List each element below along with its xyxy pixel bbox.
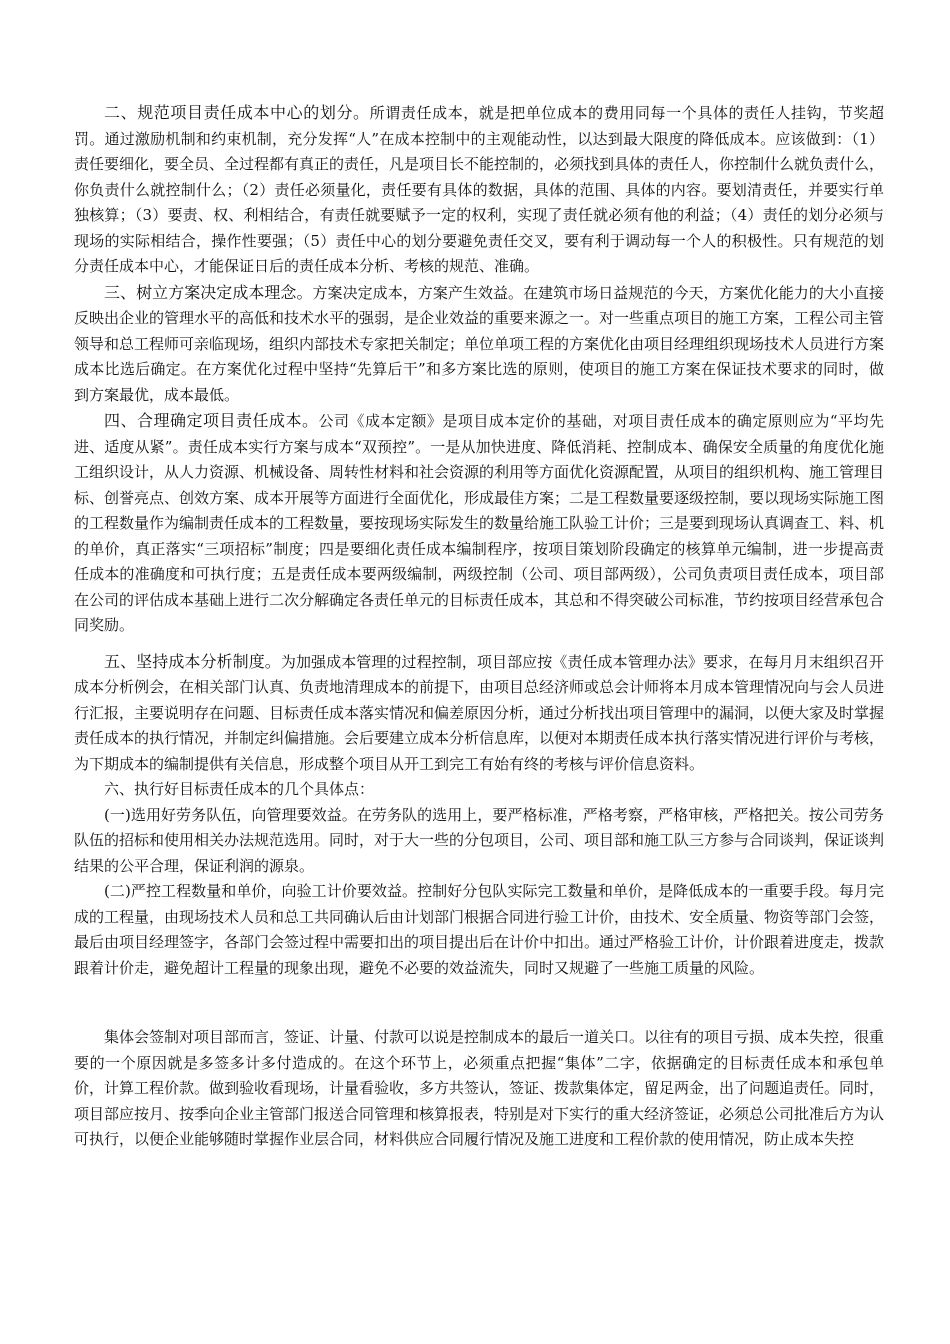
paragraph-cost-analysis <box>74 649 884 778</box>
section-heading: 三、树立方案决定成本理念。 <box>104 282 313 302</box>
document-page <box>74 100 884 1153</box>
paragraph-responsibility-center <box>74 100 884 280</box>
paragraph-scheme-cost <box>74 280 884 409</box>
paragraph-labor-team <box>74 803 884 880</box>
paragraph-collective-signing <box>74 1025 884 1153</box>
paragraph-section-six <box>74 777 884 803</box>
paragraph-quantity-price <box>74 879 884 981</box>
paragraph-determine-cost <box>74 408 884 639</box>
section-heading: 五、坚持成本分析制度。 <box>104 651 281 671</box>
section-heading: 四、合理确定项目责任成本。 <box>104 411 319 430</box>
paragraph-text: (二)严控工程数量和单价，向验工计价要效益。控制好分包队实际完工数量和单价，是降低成本的一重要手段。每月完成的工程量，由现场技术人员和总工共同确认后由计划部门根据合同进行验工计价，由技术、安全质量、物资等部门会签，最后由项目经理签字，各部门会签过程中需要扣出的项目提出后在计价中扣出。通过严格验工计价，计价跟着进度走，拨款跟着计价走，避免超计工程量的现象出现，避免不必要的效益流失，同时又规避了一些施工质量的风险。 <box>74 882 885 977</box>
paragraph-text: 六、执行好目标责任成本的几个具体点： <box>104 780 375 798</box>
paragraph-text: 为加强成本管理的过程控制，项目部应按《责任成本管理办法》要求，在每月月末组织召开成本分析例会，在相关部门认真、负责地清理成本的前提下，由项目总经济师或总会计师将本月成本管理情况向与会人员进行汇报，主要说明存在问题、目标责任成本落实情况和偏差原因分析，通过分析找出项目管理中的漏洞，以便大家及时掌握责任成本的执行情况，并制定纠偏措施。会后要建立成本分析信息库，以便对本期责任成本执行落实情况进行评价与考核，为下期成本的编制提供有关信息，形成整个项目从开工到完工有始有终的考核与评价信息资料。 <box>74 652 885 773</box>
paragraph-text: 公司《成本定额》是项目成本定价的基础，对项目责任成本的确定原则应为“平均先进、适度从紧”。责任成本实行方案与成本“双预控”。一是从加快进度、降低消耗、控制成本、确保安全质量的角度优化施工组织设计，从人力资源、机械设备、周转性材料和社会资源的利用等方面优化资源配置，从项目的组织机构、施工管理目标、创誉亮点、创效方案、成本开展等方面进行全面优化，形成最佳方案；二是工程数量要逐级控制，要以现场实际施工图的工程数量作为编制责任成本的工程数量，要按现场实际发生的数量给施工队验工计价；三是要到现场认真调查工、料、机的单价，真正落实“三项招标”制度；四是要细化责任成本编制程序，按项目策划阶段确定的核算单元编制，进一步提高责任成本的准确度和可执行度；五是责任成本要两级编制，两级控制（公司、项目部两级），公司负责项目责任成本，项目部在公司的评估成本基础上进行二次分解确定各责任单元的目标责任成本，其总和不得突破公司标准，节约按项目经营承包合同奖励。 <box>74 412 885 634</box>
section-heading: 二、规范项目责任成本中心的划分。 <box>104 103 370 122</box>
paragraph-text: 所谓责任成本，就是把单位成本的费用同每一个具体的责任人挂钩，节奖超罚。通过激励机制和约束机制，充分发挥“人”在成本控制中的主观能动性，以达到最大限度的降低成本。应该做到：（1）责任要细化，要全员、全过程都有真正的责任，凡是项目长不能控制的，必须找到具体的责任人，你控制什么就负责什么，你负责什么就控制什么；（2）责任必须量化，责任要有具体的数据，具体的范围、具体的内容。要划清责任，并要实行单独核算；（3）要责、权、利相结合，有责任就要赋予一定的权利，实现了责任就必须有他的利益；（4）责任的划分必须与现场的实际相结合，操作性要强；（5）责任中心的划分要避免责任交叉，要有利于调动每一个人的积极性。只有规范的划分责任成本中心，才能保证日后的责任成本分析、考核的规范、准确。 <box>74 104 885 275</box>
paragraph-text: 方案决定成本，方案产生效益。在建筑市场日益规范的今天，方案优化能力的大小直接反映出企业的管理水平的高低和技术水平的强弱，是企业效益的重要来源之一。对一些重点项目的施工方案，工程公司主管领导和总工程师可亲临现场，组织内部技术专家把关制定；单位单项工程的方案优化由项目经理组织现场技术人员进行方案成本比选后确定。在方案优化过程中坚持“先算后干”和多方案比选的原则，使项目的施工方案在保证技术要求的同时，做到方案最优，成本最低。 <box>74 283 885 404</box>
paragraph-text: (一)选用好劳务队伍，向管理要效益。在劳务队的选用上，要严格标准，严格考察，严格审核，严格把关。按公司劳务队伍的招标和使用相关办法规范选用。同时，对于大一些的分包项目，公司、项目部和施工队三方参与合同谈判，保证谈判结果的公平合理，保证利润的源泉。 <box>74 805 885 875</box>
paragraph-text: 集体会签制对项目部而言，签证、计量、付款可以说是控制成本的最后一道关口。以往有的项目亏损、成本失控，很重要的一个原因就是多签多计多付造成的。在这个环节上，必须重点把握“集体”二字，依据确定的目标责任成本和承包单价，计算工程价款。做到验收看现场，计量看验收，多方共签认，签证、拨款集体定，留足两金，出了问题追责任。同时，项目部应按月、按季向企业主管部门报送合同管理和核算报表，特别是对下实行的重大经济签证，必须总公司批准后方为认可执行，以便企业能够随时掌握作业层合同，材料供应合同履行情况及施工进度和工程价款的使用情况，防止成本失控 <box>74 1028 885 1148</box>
